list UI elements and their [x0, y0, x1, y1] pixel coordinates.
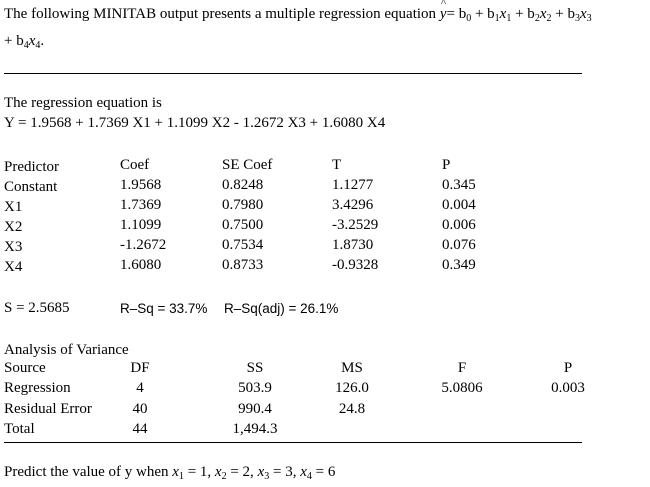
col-ms: MS: [341, 360, 363, 376]
question-intro-line2: + $b_4x_4$.: [4, 33, 45, 51]
intro-text: The following MINITAB output presents a multiple regression equation: [4, 6, 437, 22]
cell-se-coef: 0.8248: [222, 177, 264, 193]
col-predictor: Predictor: [4, 159, 59, 175]
cell-source: Regression: [4, 380, 71, 396]
col-df: DF: [130, 360, 150, 376]
cell-p: 0.349: [442, 257, 476, 273]
cell-coef: 1.7369: [120, 197, 162, 213]
cell-predictor: X2: [4, 219, 23, 235]
cell-ss: 503.9: [238, 380, 272, 396]
cell-se-coef: 0.7500: [222, 217, 264, 233]
r-sq: R–Sq = 33.7%: [120, 301, 208, 316]
eq-b0: = b: [446, 6, 467, 22]
cell-se-coef: 0.8733: [222, 257, 264, 273]
cell-ss: 990.4: [238, 401, 272, 417]
cell-predictor: X3: [4, 239, 23, 255]
col-source: Source: [4, 360, 46, 376]
cell-t: 1.1277: [332, 177, 374, 193]
regression-equation: Y = 1.9568 + 1.7369 X1 + 1.1099 X2 - 1.2672 X3 + 1.6080 X4: [4, 115, 386, 131]
col-ss: SS: [246, 360, 264, 376]
cell-ms: 24.8: [338, 401, 366, 417]
col-p: P: [442, 157, 451, 173]
cell-p: 0.003: [551, 380, 585, 396]
cell-p: 0.076: [442, 237, 476, 253]
cell-se-coef: 0.7980: [222, 197, 264, 213]
s-value: S = 2.5685: [4, 300, 70, 316]
question-intro: The following MINITAB output presents a multiple regression equation ^ $y= b_0 + b_1x_1 + b_2x_2 + b_3x_3$: [4, 5, 592, 24]
y-hat: ^ y: [440, 5, 447, 24]
cell-predictor: Constant: [4, 179, 58, 195]
cell-coef: -1.2672: [120, 237, 167, 253]
col-t: T: [332, 157, 342, 173]
cell-coef: 1.6080: [120, 257, 162, 273]
cell-source: Total: [4, 421, 35, 437]
cell-t: -0.9328: [332, 257, 379, 273]
cell-df: 40: [132, 401, 148, 417]
cell-t: 1.8730: [332, 237, 374, 253]
anova-title: Analysis of Variance: [4, 342, 129, 358]
col-p: P: [563, 360, 573, 376]
cell-t: -3.2529: [332, 217, 379, 233]
cell-coef: 1.9568: [120, 177, 162, 193]
prediction-prompt: Predict the value of y when $x_1 = 1$, $x_2 = 2$, $x_3 = 3$, $x_4 = 6$: [4, 464, 336, 482]
cell-df: 4: [136, 380, 144, 396]
cell-f: 5.0806: [441, 380, 483, 396]
col-coef: Coef: [120, 157, 150, 173]
cell-p: 0.004: [442, 197, 476, 213]
cell-se-coef: 0.7534: [222, 237, 264, 253]
cell-t: 3.4296: [332, 197, 374, 213]
col-f: F: [457, 360, 467, 376]
bottom-divider: [4, 442, 582, 443]
cell-ms: 126.0: [335, 380, 369, 396]
col-se-coef: SE Coef: [222, 157, 273, 173]
cell-predictor: X4: [4, 259, 23, 275]
cell-ss: 1,494.3: [232, 421, 278, 437]
r-sq-adj: R–Sq(adj) = 26.1%: [224, 301, 339, 316]
cell-coef: 1.1099: [120, 217, 162, 233]
cell-p: 0.006: [442, 217, 476, 233]
cell-source: Residual Error: [4, 401, 92, 417]
top-divider: [4, 73, 582, 74]
regression-heading: The regression equation is: [4, 95, 162, 111]
cell-df: 44: [132, 421, 148, 437]
cell-predictor: X1: [4, 199, 23, 215]
cell-p: 0.345: [442, 177, 476, 193]
